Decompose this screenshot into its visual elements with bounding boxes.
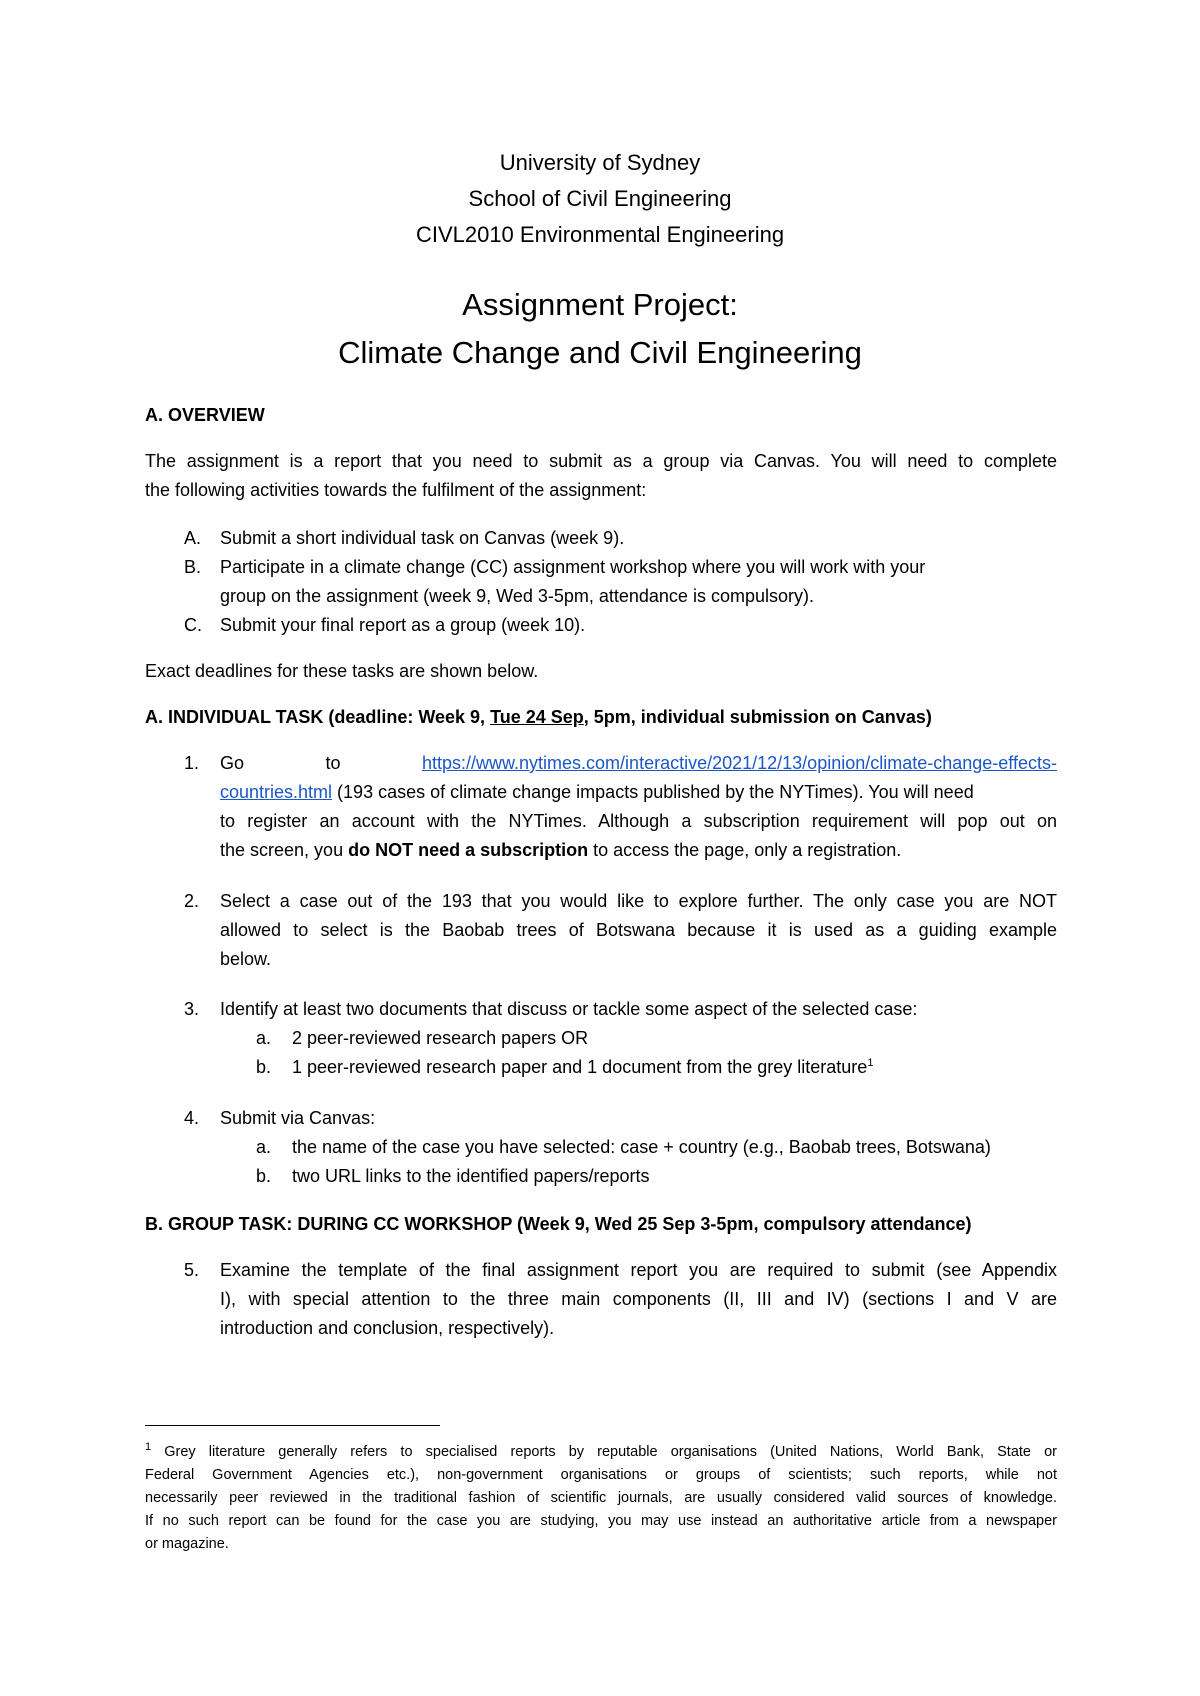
list-item-line: group on the assignment (week 9, Wed 3-5pm, attendance is compulsory). [220,586,814,606]
item-line: Select a case out of the 193 that you would like to explore further. The only case you are NOT [220,891,1057,911]
item-line: Examine the template of the final assignment report you are required to submit (see Appendix [220,1260,1057,1280]
item-bold-text: NOT [375,840,414,860]
school-name: School of Civil Engineering [468,186,732,211]
item-number: 2. [184,891,200,911]
university-name: University of Sydney [499,150,701,175]
item-line [220,836,1057,865]
sub-marker: a. [256,1028,272,1048]
item-line: to register an account with the NYTimes. Although a subscription requirement will pop out on [220,811,1057,831]
overview-line-2: the following activities towards the fulfilment of the assignment: [145,480,647,500]
item-text: the screen, you [220,840,349,860]
list-marker: B. [184,557,202,577]
list-marker: C. [184,615,202,635]
footnote-line: necessarily peer reviewed in the traditional fashion of scientific journals, are usually considered valid sources of knowledge. [145,1490,1057,1506]
to-word: to [325,753,341,773]
item-bold-text: do [348,840,376,860]
heading-date: Tue 24 Sep [490,707,584,727]
item-line [220,749,1057,778]
item-text: to access the page, only a registration. [588,840,902,860]
item-line: introduction and conclusion, respectively). [220,1318,555,1338]
footnote [145,1441,1057,1556]
footnote-line: or magazine. [145,1536,229,1552]
overview-list-item [220,553,1057,611]
sub-marker: a. [256,1137,272,1157]
document-title [0,281,1200,377]
item-number: 4. [184,1108,200,1128]
title-line-1: Assignment Project: [462,287,738,322]
footnote-line [145,1441,1057,1464]
group-task-heading: B. GROUP TASK: DURING CC WORKSHOP (Week 9, Wed 25 Sep 3-5pm, compulsory attendance) [145,1214,972,1234]
sub-item [292,1053,1057,1082]
item-number: 5. [184,1260,200,1280]
task-item-5 [220,1256,1057,1343]
overview-list-item: Submit a short individual task on Canvas (week 9). [220,528,625,548]
sub-marker: b. [256,1057,272,1077]
nytimes-link[interactable]: https://www.nytimes.com/interactive/2021/12/13/opinion/climate-change-effects- [422,753,1057,773]
sub-item: 2 peer-reviewed research papers OR [292,1028,589,1048]
item-number: 3. [184,999,200,1019]
task-item-1 [220,749,1057,865]
heading-text: , 5pm, individual submission on Canvas) [583,707,932,727]
task-item-4: Submit via Canvas: [220,1108,376,1128]
individual-task-heading [145,703,1057,732]
overview-heading: A. OVERVIEW [145,405,265,425]
footnote-reference[interactable]: 1 [867,1057,874,1069]
footnote-line: Federal Government Agencies etc.), non-government organisations or groups of scientists; such reports, while not [145,1467,1057,1483]
task-item-3: Identify at least two documents that discuss or tackle some aspect of the selected case: [220,999,918,1019]
overview-paragraph [145,447,1057,505]
sub-item: the name of the case you have selected: case + country (e.g., Baobab trees, Botswana) [292,1137,991,1157]
item-line [220,778,1057,807]
footnote-text: Grey literature generally refers to specialised reports by reputable organisations (United Nations, World Bank, State or [151,1444,1057,1460]
item-number: 1. [184,753,200,773]
heading-text: A. INDIVIDUAL TASK (deadline: Week 9, [145,707,491,727]
sub-marker: b. [256,1166,272,1186]
overview-line-1: The assignment is a report that you need to submit as a group via Canvas. You will need to complete [145,451,1057,471]
sub-item-text: 1 peer-reviewed research paper and 1 document from the grey literature [292,1057,868,1077]
deadlines-note: Exact deadlines for these tasks are shown below. [145,661,539,681]
course-name: CIVL2010 Environmental Engineering [415,222,785,247]
nytimes-link-continued[interactable]: countries.html [220,782,333,802]
item-bold-text: need a subscription [413,840,589,860]
task-item-2 [220,887,1057,974]
sub-item: two URL links to the identified papers/reports [292,1166,650,1186]
document-header [0,145,1200,253]
item-line: allowed to select is the Baobab trees of Botswana because it is used as a guiding example [220,920,1057,940]
item-line: below. [220,949,272,969]
footnote-separator [145,1425,440,1426]
go-word: Go [220,753,245,773]
item-line: I), with special attention to the three main components (II, III and IV) (sections I and V are [220,1289,1057,1309]
list-item-line: Participate in a climate change (CC) assignment workshop where you will work with your [220,557,926,577]
overview-list-item: Submit your final report as a group (week 10). [220,615,586,635]
item-text: (193 cases of climate change impacts published by the NYTimes). You will need [332,782,974,802]
title-line-2: Climate Change and Civil Engineering [338,335,862,370]
list-marker: A. [184,528,202,548]
footnote-line: If no such report can be found for the case you are studying, you may use instead an authoritative article from a newspaper [145,1513,1057,1529]
footnote-marker: 1 [145,1441,152,1454]
